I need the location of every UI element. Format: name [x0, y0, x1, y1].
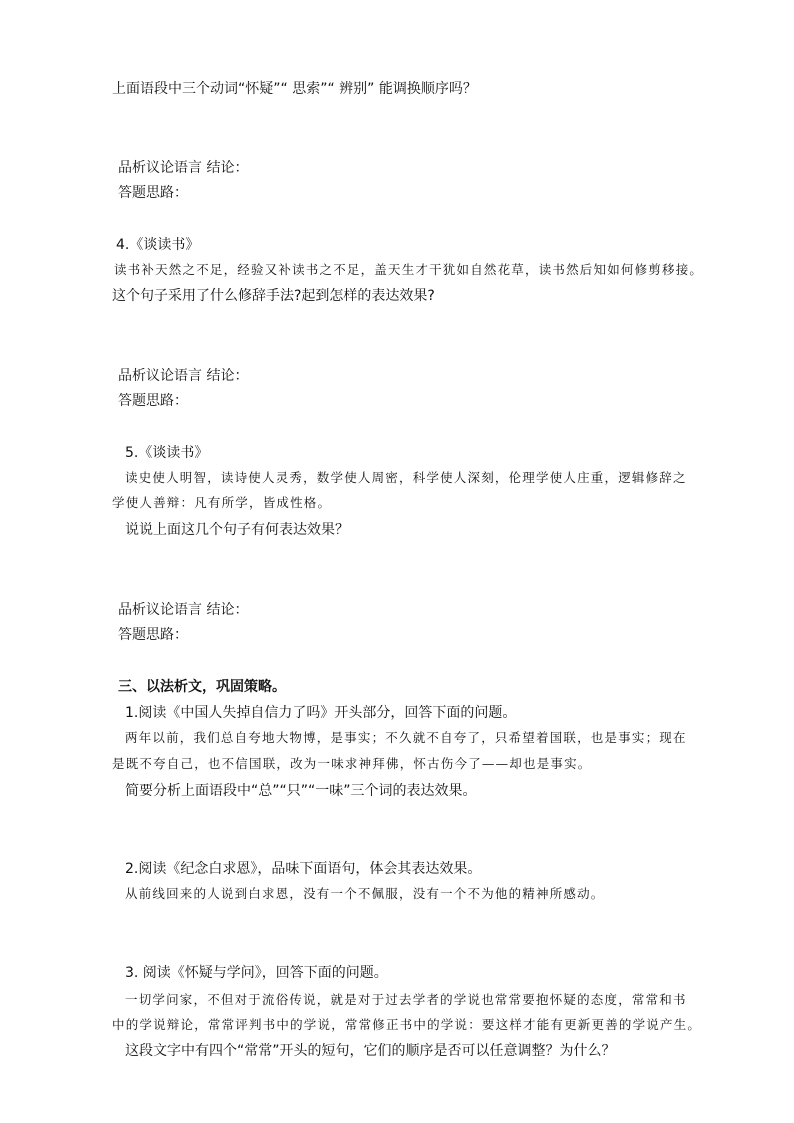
q4-title: 4.《谈读书》 — [116, 237, 200, 253]
s3-q1-title: 1.阅读《中国人失掉自信力了吗》开头部分，回答下面的问题。 — [125, 705, 517, 721]
q5-quote-line2: 学使人善辩：凡有所学，皆成性格。 — [112, 495, 332, 510]
s3-q2-quote: 从前线回来的人说到白求恩，没有一个不佩服，没有一个不为他的精神所感动。 — [125, 886, 605, 901]
s3-q1-quote-line1: 两年以前，我们总自夸地大物博，是事实；不久就不自夸了，只希望着国联，也是事实；现在 — [125, 730, 687, 745]
q4-approach-label: 答题思路： — [118, 393, 188, 409]
q3-conclusion-label: 品析议论语言 结论： — [118, 160, 249, 176]
s3-q1-question: 简要分析上面语段中“总”“只”“一味”三个词的表达效果。 — [125, 783, 477, 799]
s3-q3-question: 这段文字中有四个“常常”开头的短句，它们的顺序是否可以任意调整？为什么？ — [125, 1043, 616, 1059]
s3-q3-quote-line1: 一切学问家，不但对于流俗传说，就是对于过去学者的学说也常常要抱怀疑的态度，常常和书 — [125, 992, 687, 1007]
q4-quote: 读书补天然之不足，经验又补读书之不足，盖天生才干犹如自然花草，读书然后知如何修剪移接。 — [114, 262, 704, 277]
q5-question: 说说上面这几个句子有何表达效果？ — [125, 522, 349, 538]
q3-verbs-question: 上面语段中三个动词“怀疑”“ 思索”“ 辨别” 能调换顺序吗？ — [112, 81, 477, 97]
s3-q3-quote-line2: 中的学说辩论，常常评判书中的学说，常常修正书中的学说：要这样才能有更新更善的学说产生。 — [112, 1017, 702, 1032]
s3-q2-title: 2.阅读《纪念白求恩》，品味下面语句，体会其表达效果。 — [125, 861, 482, 877]
q5-quote-line1: 读史使人明智，读诗使人灵秀，数学使人周密，科学使人深刻，伦理学使人庄重，逻辑修辞之 — [125, 470, 687, 485]
s3-q1-quote-line2: 是既不夸自己，也不信国联，改为一味求神拜佛，怀古伤今了——却也是事实。 — [112, 756, 592, 771]
q5-conclusion-label: 品析议论语言 结论： — [118, 602, 249, 618]
q5-title: 5.《谈读书》 — [125, 445, 209, 461]
q3-approach-label: 答题思路： — [118, 185, 188, 201]
q4-conclusion-label: 品析议论语言 结论： — [118, 368, 249, 384]
q5-approach-label: 答题思路： — [118, 627, 188, 643]
section3-heading: 三、以法析文，巩固策略。 — [118, 679, 286, 695]
s3-q3-title: 3. 阅读《怀疑与学问》，回答下面的问题。 — [125, 965, 388, 981]
q4-question: 这个句子采用了什么修辞手法?起到怎样的表达效果? — [112, 288, 435, 304]
